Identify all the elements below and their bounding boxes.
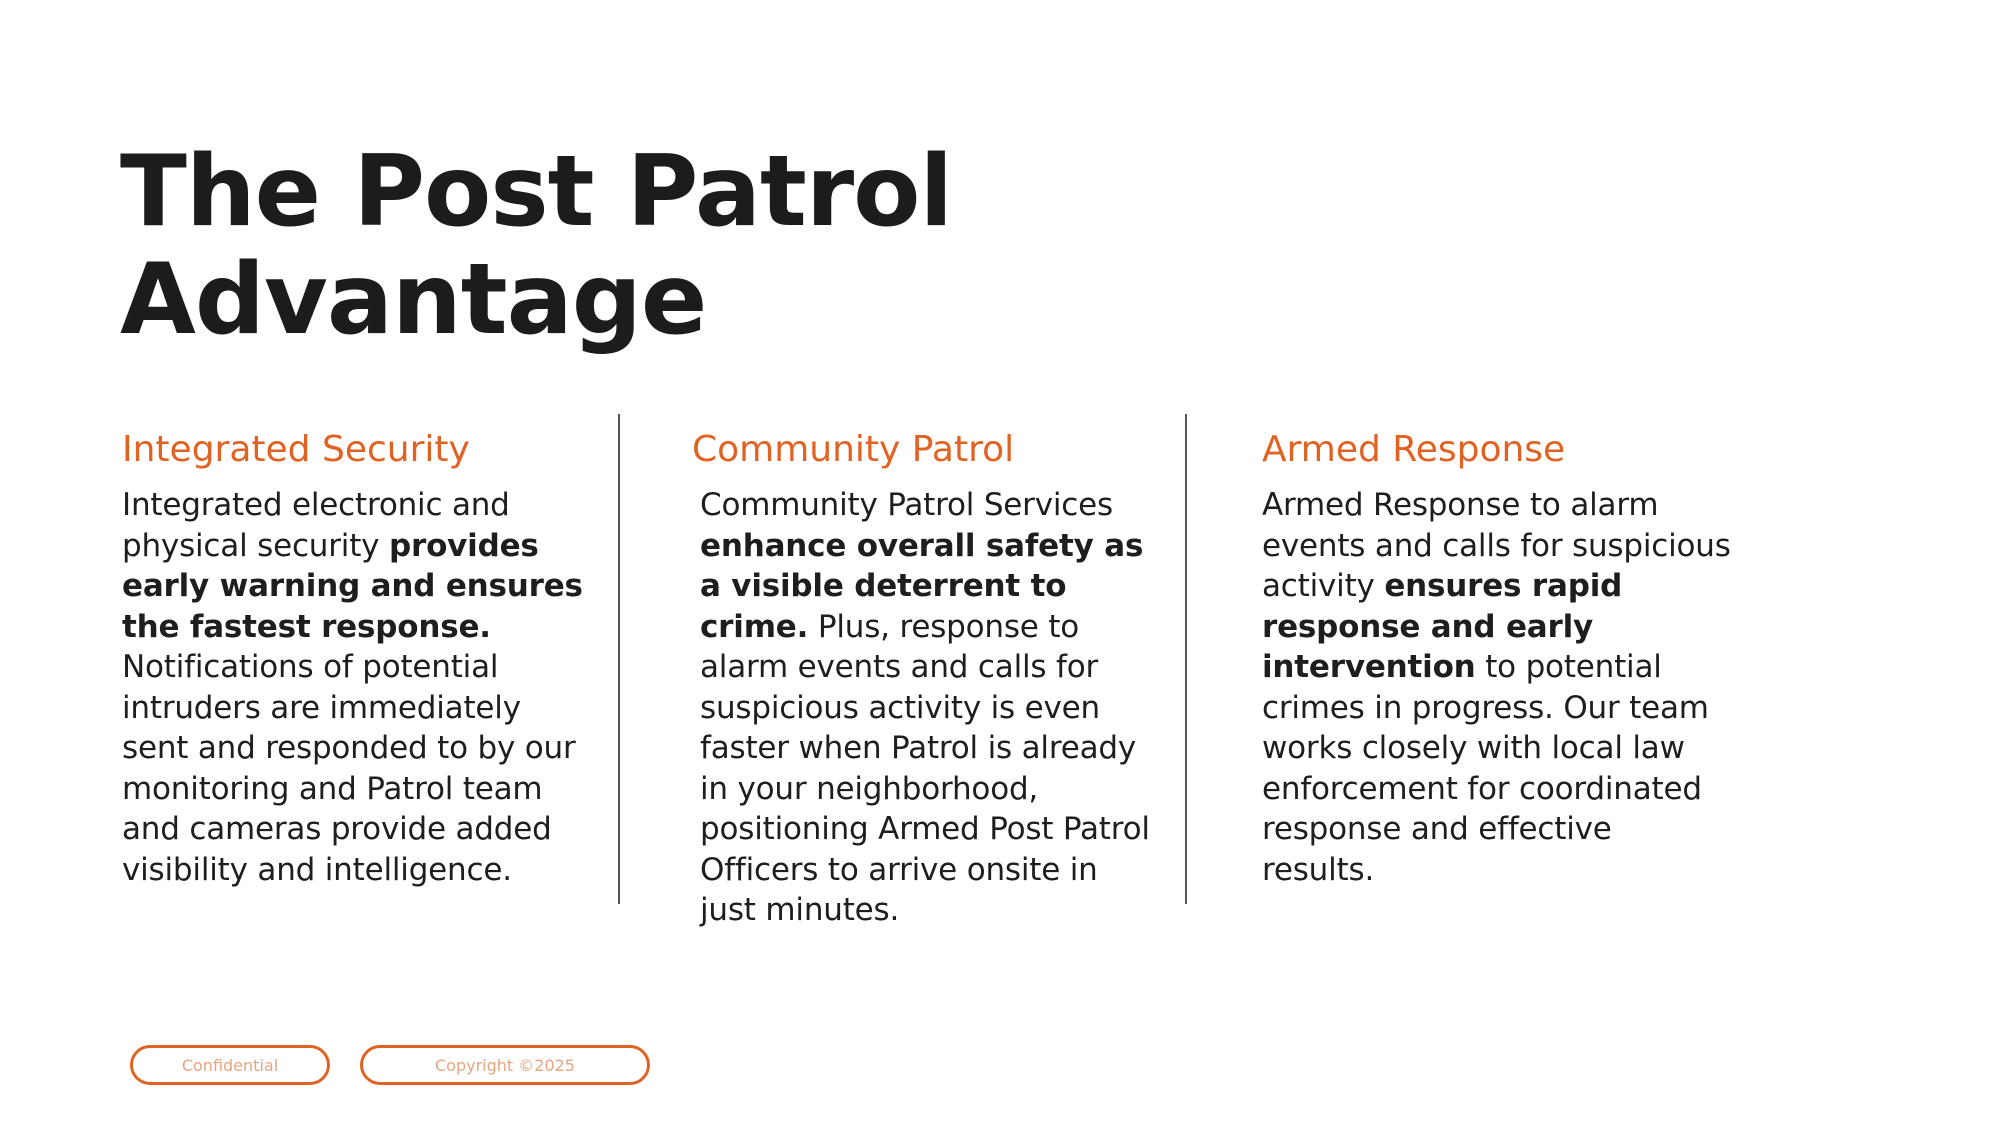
column-body xyxy=(122,485,592,890)
column-heading: Community Patrol xyxy=(692,429,1015,470)
column-armed-response xyxy=(1262,425,1732,890)
body-text: Armed Response to alarm events and calls for suspicious activity xyxy=(1262,487,1731,604)
column-community-patrol xyxy=(692,425,1162,931)
column-divider xyxy=(1185,414,1187,904)
body-emphasis: provides early warning and ensures the fastest response. xyxy=(122,527,583,645)
column-body xyxy=(692,485,1162,931)
column-integrated-security xyxy=(122,425,592,890)
body-text: Integrated electronic and physical security xyxy=(122,487,510,564)
body-text: Notifications of potential intruders are immediately sent and responded to by our monitoring and Patrol team and cameras provide added visibility and intelligence. xyxy=(122,649,576,888)
body-text: Community Patrol Services xyxy=(700,487,1113,523)
confidential-badge: Confidential xyxy=(130,1045,330,1085)
title-line-1: The Post Patrol xyxy=(120,135,953,249)
column-divider xyxy=(618,414,620,904)
column-body xyxy=(1262,485,1732,890)
body-text: Plus, response to alarm events and calls for suspicious activity is even faster when Patrol is already in your neighborhood, positioning Armed Post Patrol Officers to arrive onsite in just minutes. xyxy=(700,608,1150,928)
title-line-2: Advantage xyxy=(120,243,707,357)
copyright-badge: Copyright ©2025 xyxy=(360,1045,650,1085)
column-heading: Armed Response xyxy=(1262,429,1566,470)
page-title xyxy=(120,135,953,357)
body-text: to potential crimes in progress. Our team works closely with local law enforcement for coordinated response and effective results. xyxy=(1262,649,1709,888)
body-emphasis: enhance overall safety as a visible deterrent to crime. xyxy=(700,527,1144,645)
body-emphasis: ensures rapid response and early intervention xyxy=(1262,568,1623,685)
column-heading: Integrated Security xyxy=(122,429,470,470)
